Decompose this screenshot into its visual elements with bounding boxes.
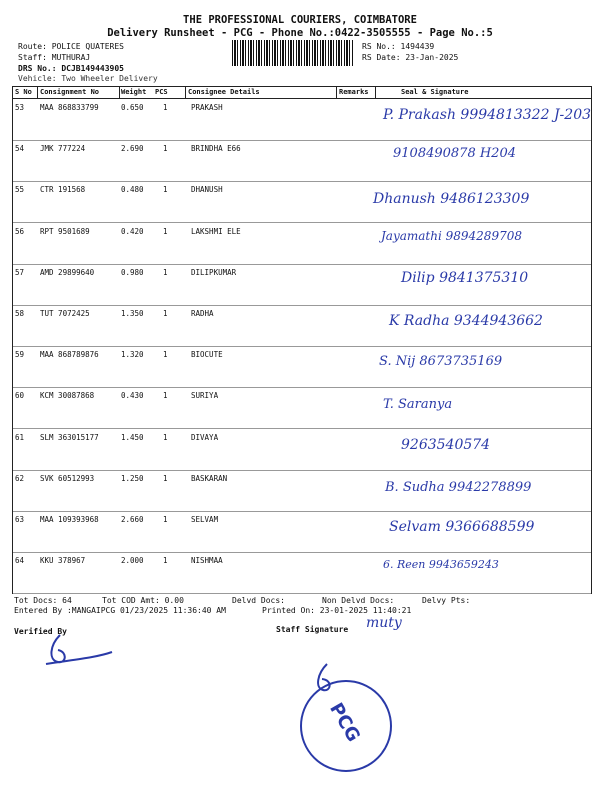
row-consignment-no: MAA 868833799 <box>40 103 99 112</box>
table-row <box>13 223 591 265</box>
row-consignment-no: SVK 60512993 <box>40 473 95 483</box>
runsheet-table <box>12 86 592 594</box>
rs-no-label: RS No.: 1494439 <box>362 42 435 51</box>
table-row <box>13 387 591 429</box>
row-consignee: BASKARAN <box>191 473 228 483</box>
row-consignment-no: RPT 9501689 <box>40 226 90 236</box>
row-weight: 0.430 <box>121 391 144 401</box>
row-signature: 9108490878 H204 <box>393 146 516 162</box>
row-consignment-no: MAA 868789876 <box>40 350 99 360</box>
row-sno: 58 <box>15 309 25 318</box>
row-sno: 64 <box>15 556 25 566</box>
row-signature: T. Saranya <box>383 397 453 413</box>
table-row <box>13 181 591 223</box>
row-weight: 0.480 <box>121 185 144 195</box>
row-weight: 0.650 <box>121 103 144 112</box>
company-title: THE PROFESSIONAL COURIERS, COIMBATORE <box>183 14 417 26</box>
row-consignment-no: KCM 30087868 <box>40 391 95 401</box>
row-consignment-no: MAA 109393968 <box>40 515 99 524</box>
row-consignee: RADHA <box>191 309 214 318</box>
row-signature: 9263540574 <box>401 436 491 453</box>
verified-signature-mark <box>40 630 120 670</box>
table-row <box>13 264 591 306</box>
table-row <box>13 346 591 388</box>
row-pcs: 1 <box>163 432 168 442</box>
row-weight: 2.690 <box>121 144 144 154</box>
staff-label: Staff: MUTHURAJ <box>18 53 91 62</box>
row-consignee: DIVAYA <box>191 432 219 442</box>
row-sno: 56 <box>15 226 25 236</box>
col-pcs: PCS <box>155 88 168 96</box>
row-weight: 0.980 <box>121 267 144 277</box>
row-consignment-no: AMD 29899640 <box>40 267 95 277</box>
row-pcs: 1 <box>163 391 168 401</box>
row-signature: Selvam 9366688599 <box>389 519 535 535</box>
table-row <box>13 99 591 141</box>
row-weight: 1.320 <box>121 350 144 360</box>
row-weight: 1.350 <box>121 309 144 318</box>
delvy-pts: Delvy Pts: <box>422 596 471 605</box>
verified-by: Verified By <box>14 627 67 636</box>
row-sno: 54 <box>15 144 25 154</box>
row-weight: 1.450 <box>121 432 144 442</box>
row-sno: 61 <box>15 432 25 442</box>
table-row <box>13 511 591 553</box>
row-sno: 53 <box>15 103 25 112</box>
col-sno: S No <box>15 88 32 96</box>
row-sno: 55 <box>15 185 25 195</box>
col-seal: Seal & Signature <box>401 88 469 96</box>
row-pcs: 1 <box>163 473 168 483</box>
pcg-stamp <box>300 680 392 772</box>
row-consignment-no: CTR 191568 <box>40 185 86 195</box>
row-pcs: 1 <box>163 144 168 154</box>
row-pcs: 1 <box>163 185 168 195</box>
row-consignee: NISHMAA <box>191 556 223 566</box>
row-sno: 60 <box>15 391 25 401</box>
row-consignee: BRINDHA E66 <box>191 144 241 154</box>
delvd-docs: Delvd Docs: <box>232 596 285 605</box>
table-header <box>13 87 591 99</box>
tot-cod: Tot COD Amt: 0.00 <box>102 596 184 605</box>
row-pcs: 1 <box>163 515 168 524</box>
col-remarks: Remarks <box>339 88 369 96</box>
route-label: Route: POLICE QUATERES <box>18 42 124 51</box>
row-weight: 2.660 <box>121 515 144 524</box>
rs-date-label: RS Date: 23-Jan-2025 <box>362 53 459 62</box>
row-consignee: LAKSHMI ELE <box>191 226 241 236</box>
barcode <box>232 40 354 66</box>
row-weight: 1.250 <box>121 473 144 483</box>
row-consignee: BIOCUTE <box>191 350 223 360</box>
row-consignee: SURIYA <box>191 391 219 401</box>
col-consignment: Consignment No <box>40 88 100 96</box>
row-pcs: 1 <box>163 309 168 318</box>
table-row <box>13 552 591 594</box>
row-weight: 0.420 <box>121 226 144 236</box>
table-row <box>13 305 591 347</box>
table-row <box>13 429 591 471</box>
staff-signature: muty <box>366 615 402 631</box>
row-signature: 6. Reen 9943659243 <box>383 558 499 572</box>
row-sno: 59 <box>15 350 25 360</box>
entered-by: Entered By :MANGAIPCG 01/23/2025 11:36:40 AM <box>14 606 226 615</box>
table-row <box>13 140 591 182</box>
stamp-text: PCG <box>325 699 364 746</box>
row-signature: B. Sudha 9942278899 <box>385 479 532 495</box>
table-row <box>13 470 591 512</box>
non-delvd-docs: Non Delvd Docs: <box>322 596 395 605</box>
staff-signature-label: Staff Signature <box>276 625 349 634</box>
row-consignee: DHANUSH <box>191 185 223 195</box>
drs-label: DRS No.: DCJB149443905 <box>18 64 124 73</box>
row-signature: P. Prakash 9994813322 J-203 <box>383 107 592 123</box>
row-consignment-no: KKU 378967 <box>40 556 86 566</box>
row-consignment-no: TUT 7072425 <box>40 309 90 318</box>
row-consignee: DILIPKUMAR <box>191 267 237 277</box>
row-sno: 57 <box>15 267 25 277</box>
row-signature: K Radha 9344943662 <box>389 313 543 329</box>
row-consignment-no: SLM 363015177 <box>40 432 99 442</box>
row-pcs: 1 <box>163 350 168 360</box>
col-consignee: Consignee Details <box>188 88 260 96</box>
tot-docs: Tot Docs: 64 <box>14 596 72 605</box>
row-weight: 2.000 <box>121 556 144 566</box>
row-consignee: SELVAM <box>191 515 219 524</box>
row-consignee: PRAKASH <box>191 103 223 112</box>
row-pcs: 1 <box>163 226 168 236</box>
col-weight: Weight <box>121 88 147 96</box>
row-pcs: 1 <box>163 103 168 112</box>
row-signature: S. Nij 8673735169 <box>379 354 503 370</box>
row-consignment-no: JMK 777224 <box>40 144 86 154</box>
row-sno: 62 <box>15 473 25 483</box>
row-signature: Jayamathi 9894289708 <box>381 228 522 243</box>
printed-on: Printed On: 23-01-2025 11:40:21 <box>262 606 412 615</box>
row-pcs: 1 <box>163 267 168 277</box>
vehicle-label: Vehicle: Two Wheeler Delivery <box>18 74 158 83</box>
runsheet-title: Delivery Runsheet - PCG - Phone No.:0422-3505555 - Page No.:5 <box>107 27 493 39</box>
row-signature: Dilip 9841375310 <box>401 269 529 286</box>
row-sno: 63 <box>15 515 25 524</box>
row-pcs: 1 <box>163 556 168 566</box>
row-signature: Dhanush 9486123309 <box>373 191 530 208</box>
